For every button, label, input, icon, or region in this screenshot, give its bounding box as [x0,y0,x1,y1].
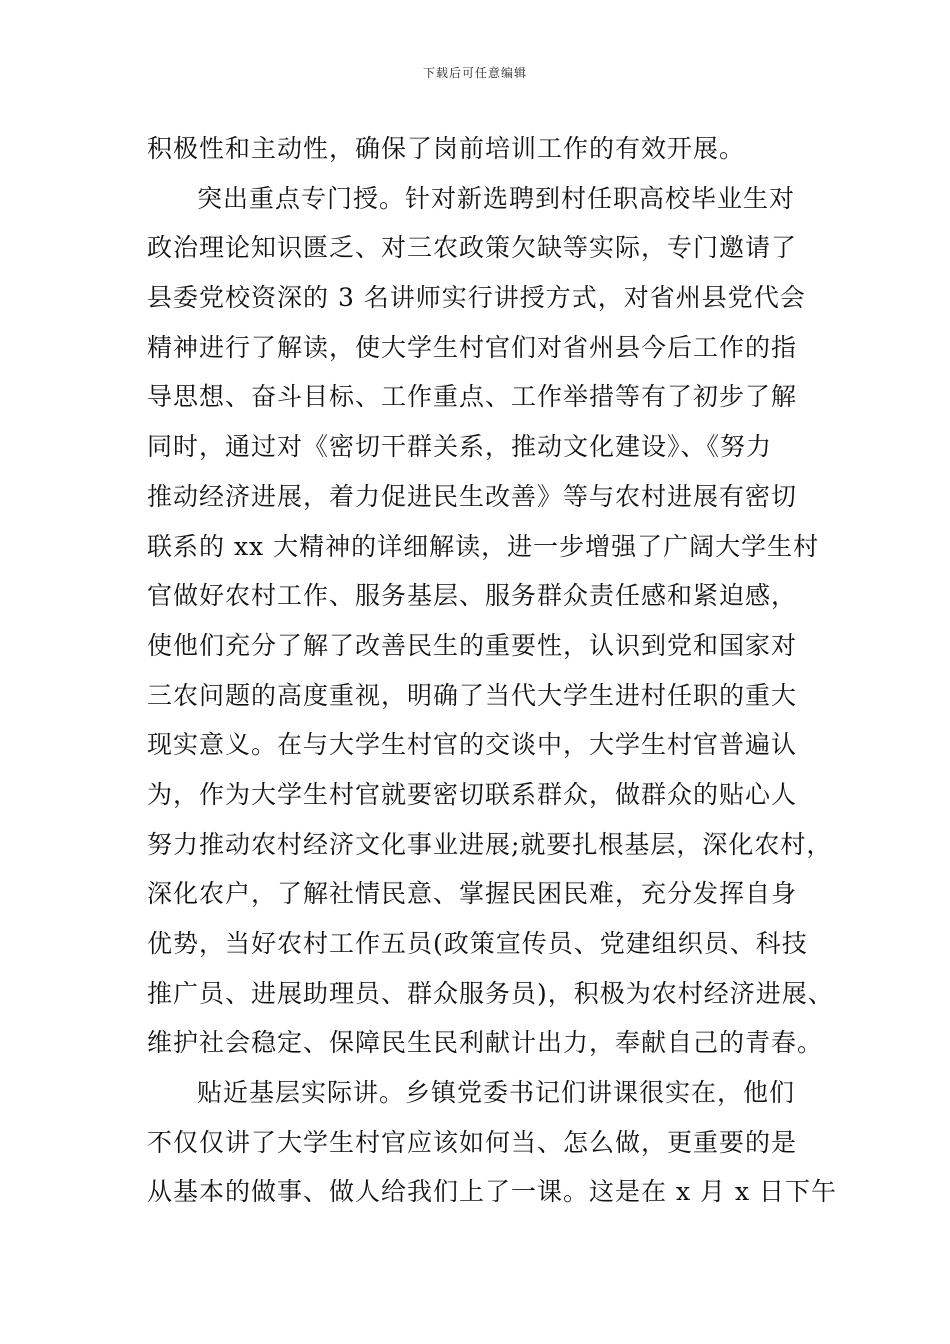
text-line: 为，作为大学生村官就要密切联系群众，做群众的贴心人 [147,779,798,809]
text-line: 联系的 xx 大精神的详细解读，进一步增强了广阔大学生村 [147,531,820,561]
text-line: 官做好农村工作、服务基层、服务群众责任感和紧迫感， [147,581,798,611]
text-line: 深化农户，了解社情民意、掌握民困民难，充分发挥自身 [147,879,798,909]
text-line: 三农问题的高度重视，明确了当代大学生进村任职的重大 [147,680,798,710]
text-line: 维护社会稳定、保障民生民利献计出力，奉献自己的青春。 [147,1028,824,1058]
header-note: 下载后可任意编辑 [422,66,527,80]
text-line: 同时，通过对《密切干群关系，推动文化建设》、《努力 [147,432,773,462]
text-line: 县委党校资深的 3 名讲师实行讲授方式，对省州县党代会 [147,283,806,313]
document-body [147,124,837,1217]
paragraph-start-line: 贴近基层实际讲。乡镇党委书记们讲课很实在，他们 [197,1078,796,1108]
text-line: 导思想、奋斗目标、工作重点、工作举措等有了初步了解 [147,382,798,412]
text-line: 推动经济进展，着力促进民生改善》等与农村进展有密切 [147,481,798,511]
text-line: 精神进行了解读，使大学生村官们对省州县今后工作的指 [147,332,798,362]
text-line: 努力推动农村经济文化事业进展;就要扎根基层，深化农村， [147,829,833,859]
text-line: 推广员、进展助理员、群众服务员)，积极为农村经济进展、 [147,978,834,1008]
text-line: 优势，当好农村工作五员(政策宣传员、党建组织员、科技 [147,929,808,958]
text-line: 政治理论知识匮乏、对三农政策欠缺等实际，专门邀请了 [147,233,798,263]
text-line: 从基本的做事、做人给我们上了一课。这是在 x 月 x 日下午 [147,1177,837,1207]
text-line: 现实意义。在与大学生村官的交谈中，大学生村官普遍认 [147,730,798,760]
paragraph-start-line: 突出重点专门授。针对新选聘到村任职高校毕业生对 [197,183,796,213]
text-line: 积极性和主动性，确保了岗前培训工作的有效开展。 [147,134,746,163]
text-line: 使他们充分了解了改善民生的重要性，认识到党和国家对 [147,630,798,660]
text-line: 不仅仅讲了大学生村官应该如何当、怎么做，更重要的是 [147,1127,798,1157]
